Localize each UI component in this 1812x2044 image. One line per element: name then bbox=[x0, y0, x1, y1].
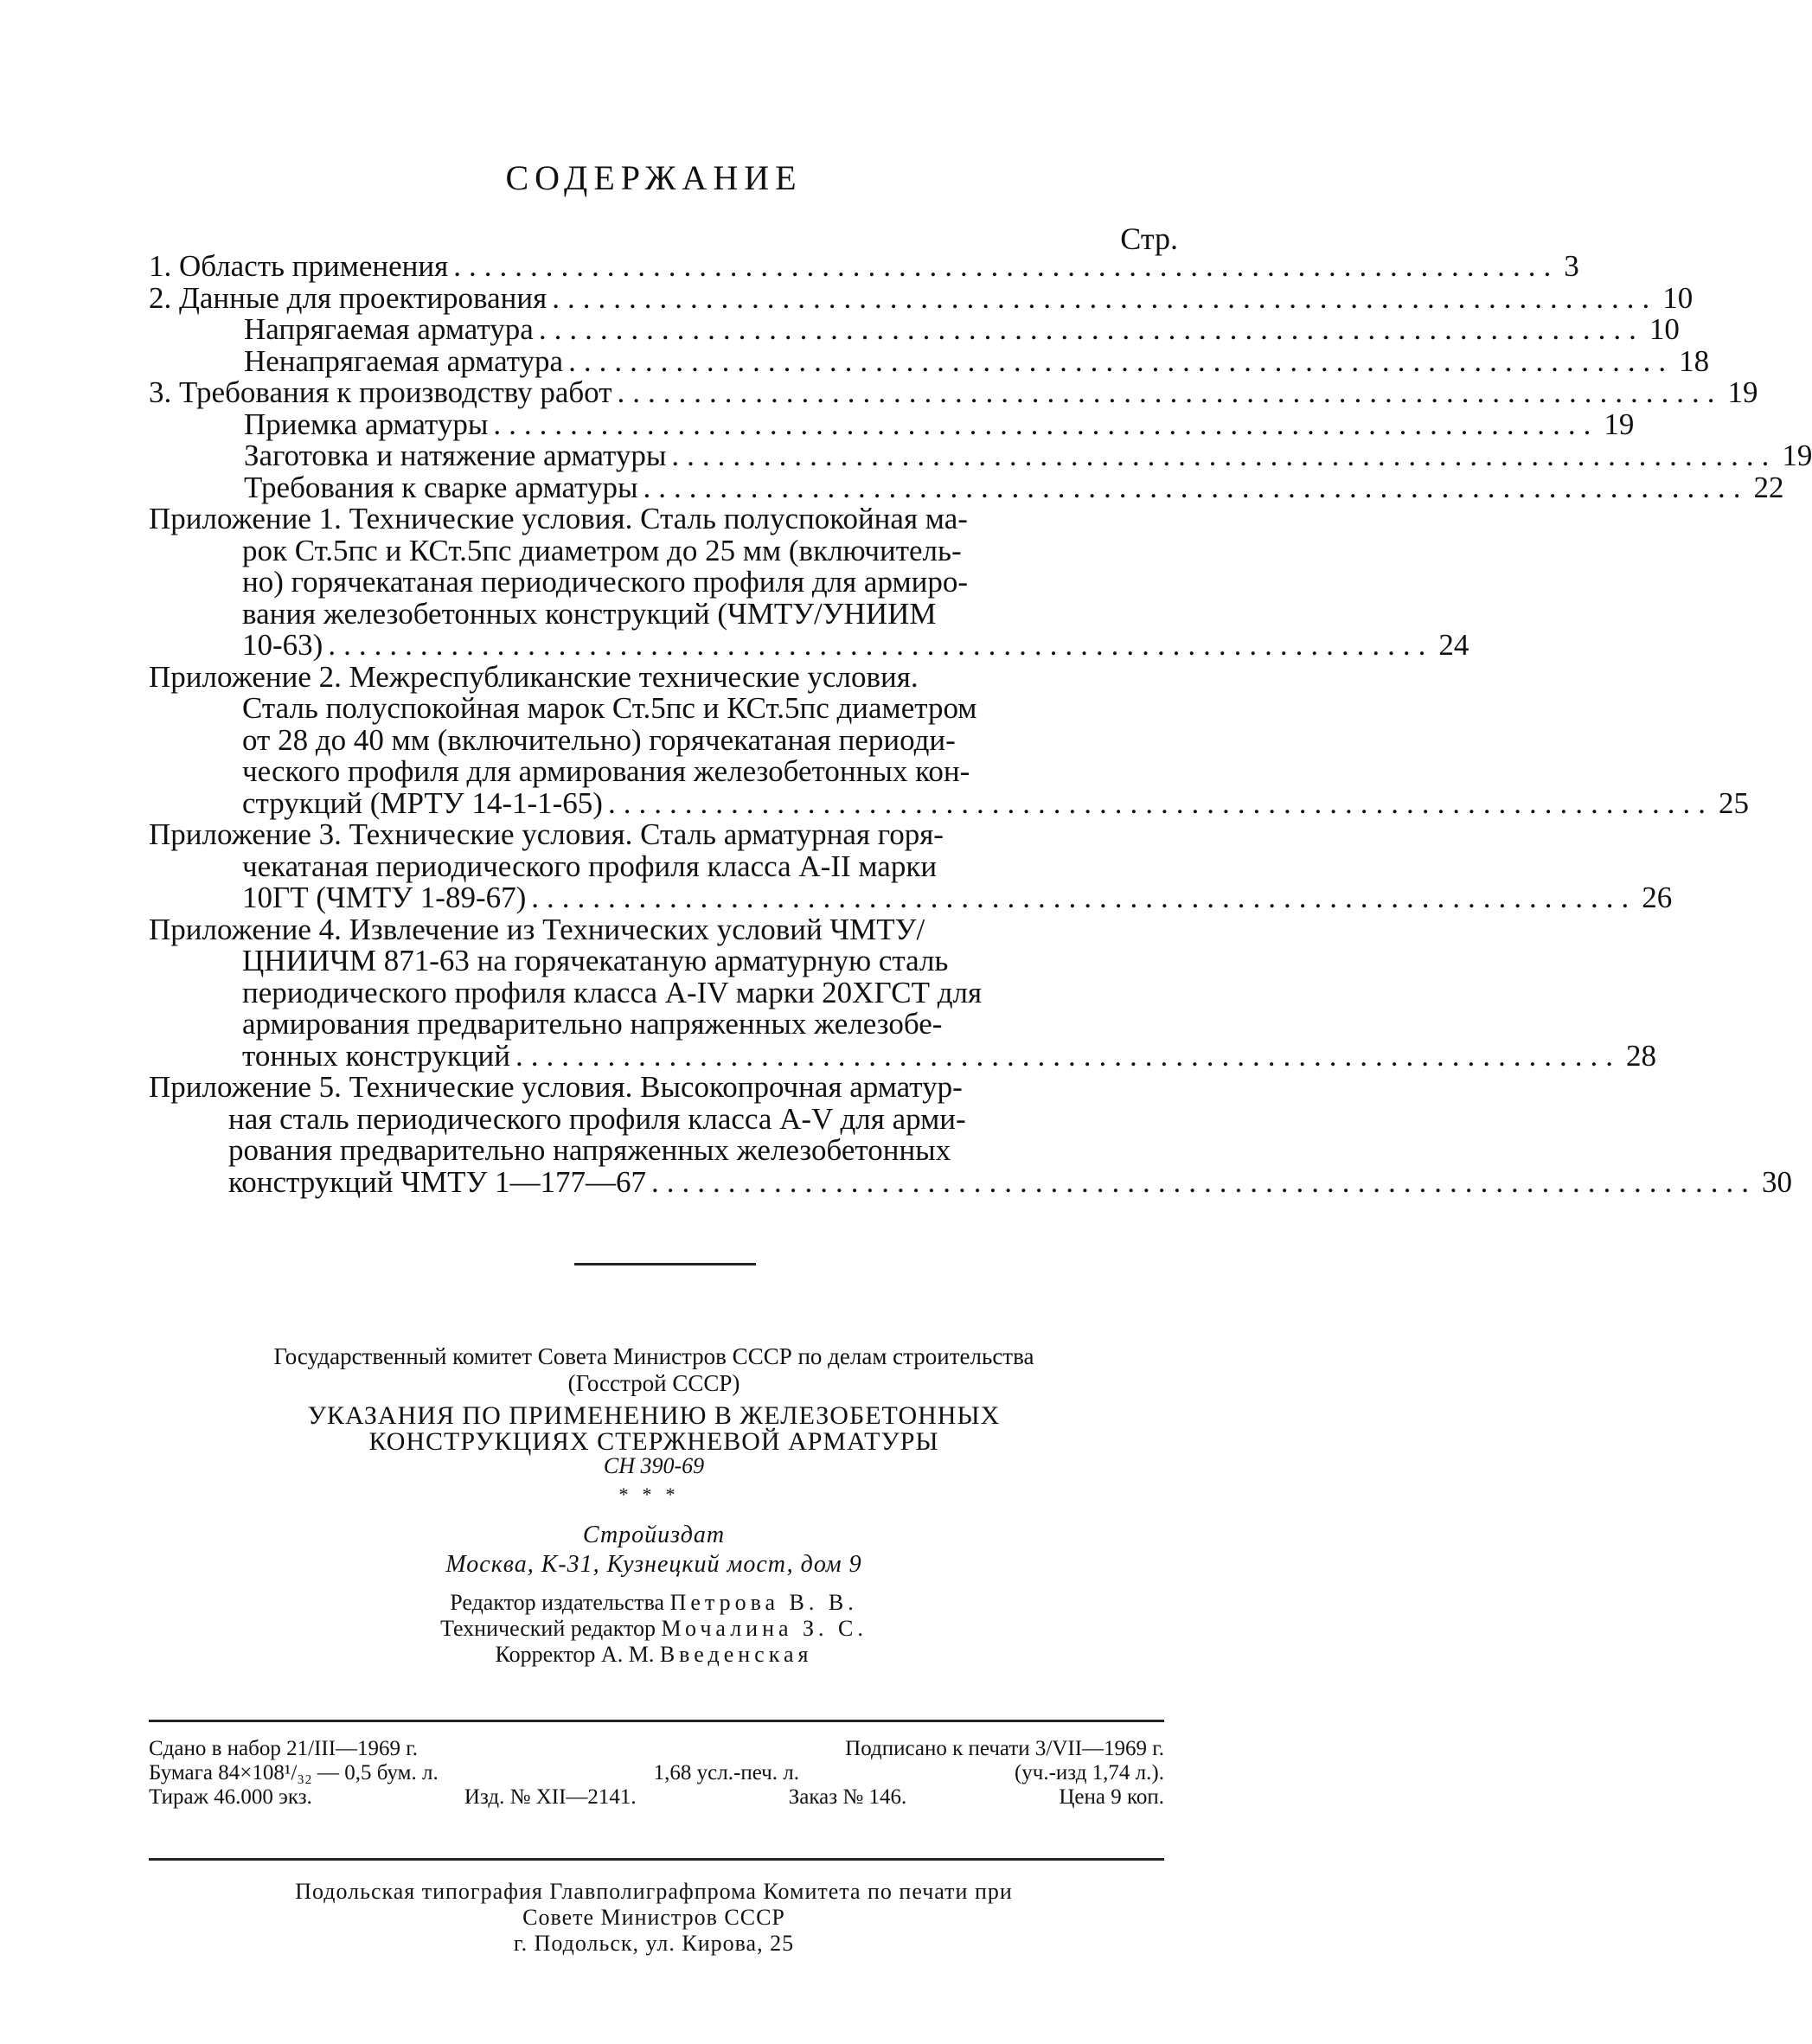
pub-line bbox=[149, 1785, 1164, 1810]
toc-entry-text: 2. Данные для проектирования bbox=[149, 280, 547, 315]
appendix-last-line bbox=[149, 628, 1469, 662]
leader-dots: ........................................................................ bbox=[531, 881, 1637, 914]
page-column-header: Стр. bbox=[1120, 221, 1178, 256]
leader-dots: ........................................................................ bbox=[493, 407, 1599, 441]
committee-line: Государственный комитет Совета Министров СССР по делам строительства bbox=[273, 1343, 1034, 1369]
publisher-name: Стройиздат bbox=[582, 1522, 726, 1548]
leader-dots: ........................................................................ bbox=[617, 375, 1723, 409]
printer-line: Подольская типография Главполиграфпрома Комитета по печати при bbox=[295, 1879, 1013, 1904]
tech-editor-label: Технический редактор bbox=[440, 1616, 656, 1641]
toc-appendix-1 bbox=[149, 502, 1469, 662]
appendix-last-line bbox=[149, 1038, 1657, 1073]
leader-dots: ........................................................................ bbox=[453, 249, 1559, 283]
editor-label: Редактор издательства bbox=[450, 1590, 665, 1615]
committee-line: (Госстрой СССР) bbox=[567, 1370, 740, 1396]
toc-entry bbox=[149, 312, 1680, 346]
leader-dots: ........................................................................ bbox=[538, 312, 1644, 346]
toc-entry-page: 28 bbox=[1626, 1038, 1657, 1073]
edition-number: Изд. № XII—2141. bbox=[464, 1785, 637, 1809]
print-run: Тираж 46.000 экз. bbox=[149, 1785, 312, 1809]
toc-entry-text: 1. Область применения bbox=[149, 249, 449, 283]
toc-entry-text: Требования к сварке арматуры bbox=[244, 470, 638, 504]
toc-entry bbox=[149, 249, 1579, 283]
toc-entry-page: 24 bbox=[1438, 628, 1469, 662]
toc-entry bbox=[149, 343, 1710, 378]
appendix-line: рок Ст.5пс и КСт.5пс диаметром до 25 мм (включитель- bbox=[242, 533, 962, 567]
appendix-line: Приложение 1. Технические условия. Сталь полуспокойная ма- bbox=[149, 502, 968, 535]
toc-entry-text: Приемка арматуры bbox=[244, 407, 489, 441]
pub-sheets: (уч.-изд 1,74 л.). bbox=[1014, 1761, 1164, 1784]
leader-dots: ........................................................................ bbox=[568, 343, 1674, 378]
toc-entry-page: 25 bbox=[1718, 785, 1749, 820]
appendix-line: Сталь полуспокойная марок Ст.5пс и КСт.5пс диаметром bbox=[242, 691, 977, 725]
toc-entry-text: 3. Требования к производству работ bbox=[149, 375, 612, 409]
toc-entry-page: 10 bbox=[1662, 280, 1694, 315]
appendix-line: Приложение 2. Межреспубликанские технические условия. bbox=[149, 659, 919, 694]
appendix-line: Приложение 3. Технические условия. Сталь арматурная горя- bbox=[149, 817, 944, 851]
toc-entry-page: 18 bbox=[1679, 343, 1710, 378]
leader-dots: ........................................................................ bbox=[607, 785, 1713, 820]
appendix-line: ЦНИИЧМ 871-63 на горячекатаную арматурную сталь bbox=[242, 944, 949, 977]
section-divider bbox=[574, 1263, 756, 1265]
appendix-line: чекатаная периодического профиля класса А-II марки bbox=[242, 849, 938, 883]
toc-entry-text: Ненапрягаемая арматура bbox=[244, 343, 564, 378]
signed-to-print: Подписано к печати 3/VII—1969 г. bbox=[845, 1737, 1164, 1760]
leader-dots: ........................................................................ bbox=[552, 280, 1658, 315]
appendix-line: но) горячекатаная периодического профиля для армиро- bbox=[242, 565, 968, 599]
price: Цена 9 коп. bbox=[1059, 1785, 1164, 1809]
document-title-line: УКАЗАНИЯ ПО ПРИМЕНЕНИЮ В ЖЕЛЕЗОБЕТОННЫХ bbox=[307, 1401, 1001, 1430]
sent-to-set: Сдано в набор 21/III—1969 г. bbox=[149, 1737, 418, 1760]
toc-entry-page: 10 bbox=[1649, 312, 1680, 346]
table-of-contents bbox=[149, 249, 1812, 1199]
toc-entry-text: Напрягаемая арматура bbox=[244, 312, 534, 346]
editor-credit bbox=[0, 1590, 1308, 1616]
toc-entry-page: 19 bbox=[1604, 407, 1635, 441]
toc-entry-page: 3 bbox=[1564, 249, 1579, 283]
toc-title: СОДЕРЖАНИЕ bbox=[505, 158, 803, 197]
appendix-line: периодического профиля класса А-IV марки 20ХГСТ для bbox=[242, 975, 983, 1009]
toc-entry-page: 22 bbox=[1753, 470, 1784, 504]
toc-entry bbox=[149, 407, 1635, 441]
document-title bbox=[0, 1403, 1308, 1455]
corrector-name: Введенская bbox=[659, 1642, 813, 1667]
toc-entry bbox=[149, 280, 1694, 315]
appendix-line: Приложение 4. Извлечение из Технических условий ЧМТУ/ bbox=[149, 912, 925, 946]
toc-entry bbox=[149, 439, 1812, 472]
corrector-credit bbox=[0, 1642, 1308, 1668]
appendix-line: Приложение 5. Технические условия. Высокопрочная арматур- bbox=[149, 1070, 963, 1104]
toc-entry-page: 30 bbox=[1761, 1164, 1792, 1199]
paper-format: Бумага 84×108¹/₃₂ — 0,5 бум. л. bbox=[149, 1761, 439, 1784]
document-code: СН 390-69 bbox=[603, 1453, 705, 1478]
pub-line bbox=[149, 1761, 1164, 1785]
document-title-line: КОНСТРУКЦИЯХ СТЕРЖНЕВОЙ АРМАТУРЫ bbox=[368, 1427, 939, 1456]
toc-appendix-3 bbox=[149, 817, 1673, 914]
printer-info bbox=[0, 1879, 1308, 1957]
horizontal-rule bbox=[149, 1720, 1164, 1722]
leader-dots: ........................................................................ bbox=[671, 439, 1777, 472]
appendix-line: рования предварительно напряженных железобетонных bbox=[228, 1133, 951, 1167]
appendix-line: ная сталь периодического профиля класса А-V для арми- bbox=[228, 1101, 966, 1136]
printer-line: г. Подольск, ул. Кирова, 25 bbox=[513, 1931, 795, 1956]
editor-name: Петрова В. В. bbox=[669, 1590, 858, 1615]
toc-entry-text: 10ГТ (ЧМТУ 1-89-67) bbox=[242, 881, 527, 914]
tech-editor-credit bbox=[0, 1616, 1308, 1642]
leader-dots: ........................................................................ bbox=[643, 470, 1749, 504]
order-number: Заказ № 146. bbox=[788, 1785, 907, 1809]
appendix-line: от 28 до 40 мм (включительно) горячекатаная периоди- bbox=[242, 722, 956, 757]
appendix-line: армирования предварительно напряженных железобе- bbox=[242, 1007, 943, 1041]
toc-entry-page: 19 bbox=[1782, 439, 1812, 472]
horizontal-rule bbox=[149, 1858, 1164, 1861]
stars-separator: *** bbox=[618, 1483, 689, 1505]
tech-editor-name: Мочалина З. С. bbox=[661, 1616, 868, 1641]
appendix-line: ческого профиля для армирования железобетонных кон- bbox=[242, 754, 970, 788]
toc-entry bbox=[149, 470, 1784, 504]
toc-entry bbox=[149, 375, 1758, 409]
publisher-block bbox=[0, 1521, 1308, 1579]
leader-dots: ........................................................................ bbox=[328, 628, 1434, 662]
leader-dots: ........................................................................ bbox=[515, 1038, 1622, 1073]
appendix-last-line bbox=[149, 785, 1749, 820]
appendix-line: вания железобетонных конструкций (ЧМТУ/УНИИМ bbox=[242, 596, 937, 631]
corrector-label: Корректор А. М. bbox=[495, 1642, 655, 1667]
appendix-last-line bbox=[149, 1164, 1792, 1199]
leader-dots: ........................................................................ bbox=[650, 1164, 1757, 1199]
print-sheets: 1,68 усл.-печ. л. bbox=[653, 1761, 799, 1784]
committee-name bbox=[0, 1343, 1308, 1397]
toc-entry-text: Заготовка и натяжение арматуры bbox=[244, 439, 667, 472]
toc-entry-text: конструкций ЧМТУ 1—177—67 bbox=[228, 1164, 646, 1199]
toc-entry-text: тонных конструкций bbox=[242, 1038, 511, 1073]
toc-entry-text: 10-63) bbox=[242, 628, 323, 662]
publisher-address: Москва, К-31, Кузнецкий мост, дом 9 bbox=[445, 1551, 862, 1578]
appendix-last-line bbox=[149, 881, 1673, 914]
publication-details bbox=[149, 1737, 1164, 1810]
staff-credits bbox=[0, 1590, 1308, 1668]
printer-line: Совете Министров СССР bbox=[522, 1905, 785, 1930]
pub-line bbox=[149, 1737, 1164, 1761]
toc-entry-page: 19 bbox=[1727, 375, 1758, 409]
toc-appendix-2 bbox=[149, 659, 1749, 820]
toc-appendix-4 bbox=[149, 912, 1657, 1073]
toc-appendix-5 bbox=[149, 1070, 1792, 1199]
toc-entry-text: струкций (МРТУ 14-1-1-65) bbox=[242, 785, 603, 820]
toc-entry-page: 26 bbox=[1642, 881, 1673, 914]
